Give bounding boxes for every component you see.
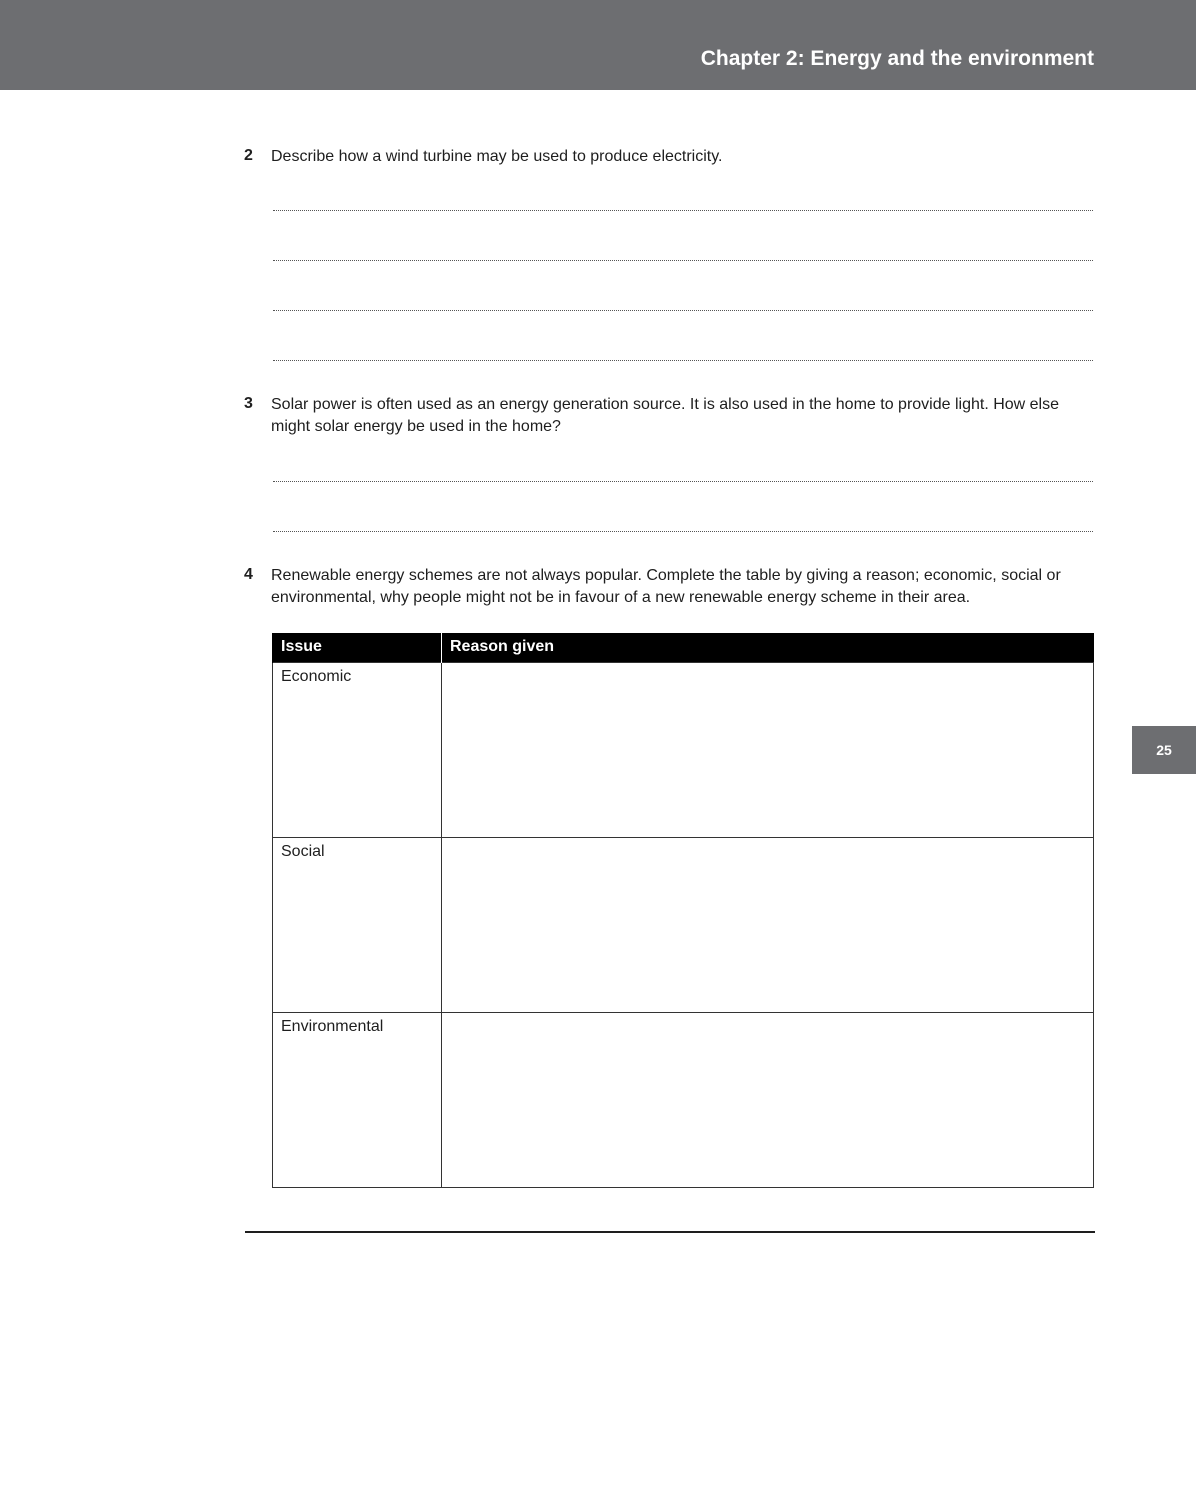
issue-cell: Social <box>273 837 442 1012</box>
bottom-divider <box>245 1231 1095 1233</box>
issues-table <box>272 633 1094 1188</box>
answer-line[interactable] <box>273 531 1093 532</box>
table-header-row <box>273 633 1094 662</box>
issue-cell: Environmental <box>273 1012 442 1187</box>
answer-line[interactable] <box>273 481 1093 482</box>
table-row <box>273 1012 1094 1187</box>
table-row <box>273 837 1094 1012</box>
column-header-issue: Issue <box>273 633 442 662</box>
chapter-header <box>0 0 1196 90</box>
answer-line[interactable] <box>273 310 1093 311</box>
question-4-text: Renewable energy schemes are not always popular. Complete the table by giving a reason; economic, social or environmental, why people might not be in favour of a new renewable energy scheme in their area. <box>271 567 1061 606</box>
question-4-number: 4 <box>244 566 253 583</box>
question-3-number: 3 <box>244 395 253 412</box>
page-number: 25 <box>1156 742 1172 758</box>
page-number-tab <box>1132 726 1196 774</box>
question-3-text: Solar power is often used as an energy generation source. It is also used in the home to provide light. How else might solar energy be used in the home? <box>271 396 1060 435</box>
question-2-text: Describe how a wind turbine may be used to produce electricity. <box>271 148 723 165</box>
table-row <box>273 662 1094 837</box>
column-header-reason: Reason given <box>442 633 1094 662</box>
question-2-number: 2 <box>244 147 253 164</box>
answer-line[interactable] <box>273 360 1093 361</box>
reason-cell[interactable] <box>442 662 1094 837</box>
chapter-title: Chapter 2: Energy and the environment <box>700 47 1094 70</box>
reason-cell[interactable] <box>442 837 1094 1012</box>
answer-line[interactable] <box>273 210 1093 211</box>
answer-line[interactable] <box>273 260 1093 261</box>
reason-cell[interactable] <box>442 1012 1094 1187</box>
issue-cell: Economic <box>273 662 442 837</box>
